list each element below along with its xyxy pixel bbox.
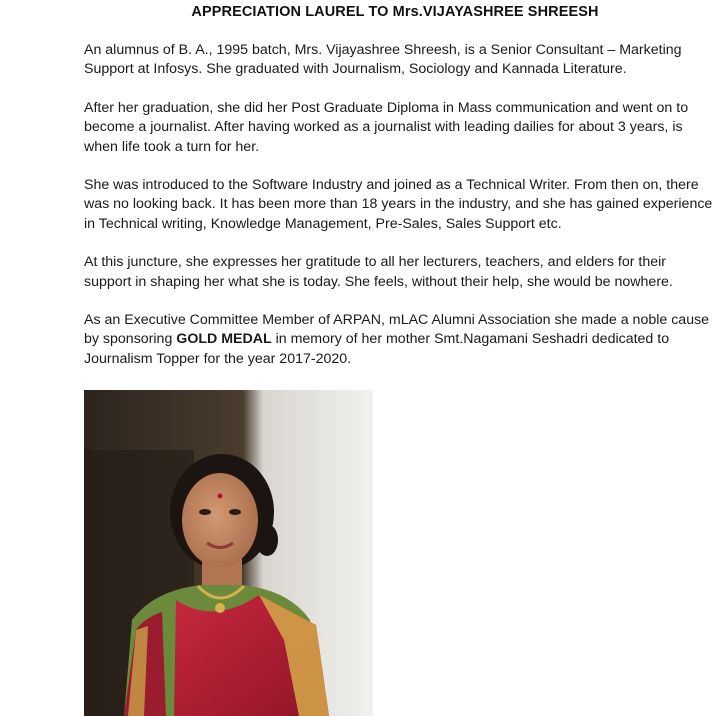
paragraph-2: After her graduation, she did her Post Graduate Diploma in Mass communication and went on to become a journalist. After having worked as a journalist with leading dailies for about 3 years, is when life took a turn for her. xyxy=(84,99,689,155)
page-title: APPRECIATION LAUREL TO Mrs.VIJAYASHREE SHREESH xyxy=(191,4,599,20)
portrait-photo xyxy=(84,390,373,716)
paragraph-5 xyxy=(84,311,714,369)
gold-medal-emphasis: GOLD MEDAL xyxy=(176,331,272,348)
paragraph-5-text-b: in memory of her mother Smt.Nagamani Seshadri dedicated to Journalism Topper for the year 2017-2020. xyxy=(84,331,670,367)
paragraph-5-text-a: As an Executive Committee Member of ARPAN, mLAC Alumni Association she made a noble cause by sponsoring xyxy=(84,312,710,348)
paragraph-3: She was introduced to the Software Industry and joined as a Technical Writer. From then on, there was no looking back. It has been more than 18 years in the industry, and she has gained experience in Technical writing, Knowledge Management, Pre-Sales, Sales Support etc. xyxy=(84,177,713,232)
paragraph-4: At this juncture, she expresses her gratitude to all her lecturers, teachers, and elders for their support in shaping her what she is today. She feels, without their help, she would be nowhere. xyxy=(84,254,673,290)
article-body xyxy=(84,41,714,388)
paragraph-1: An alumnus of B. A., 1995 batch, Mrs. Vijayashree Shreesh, is a Senior Consultant – Marketing Support at Infosys. She graduated with Journalism, Sociology and Kannada Literature. xyxy=(84,42,682,78)
